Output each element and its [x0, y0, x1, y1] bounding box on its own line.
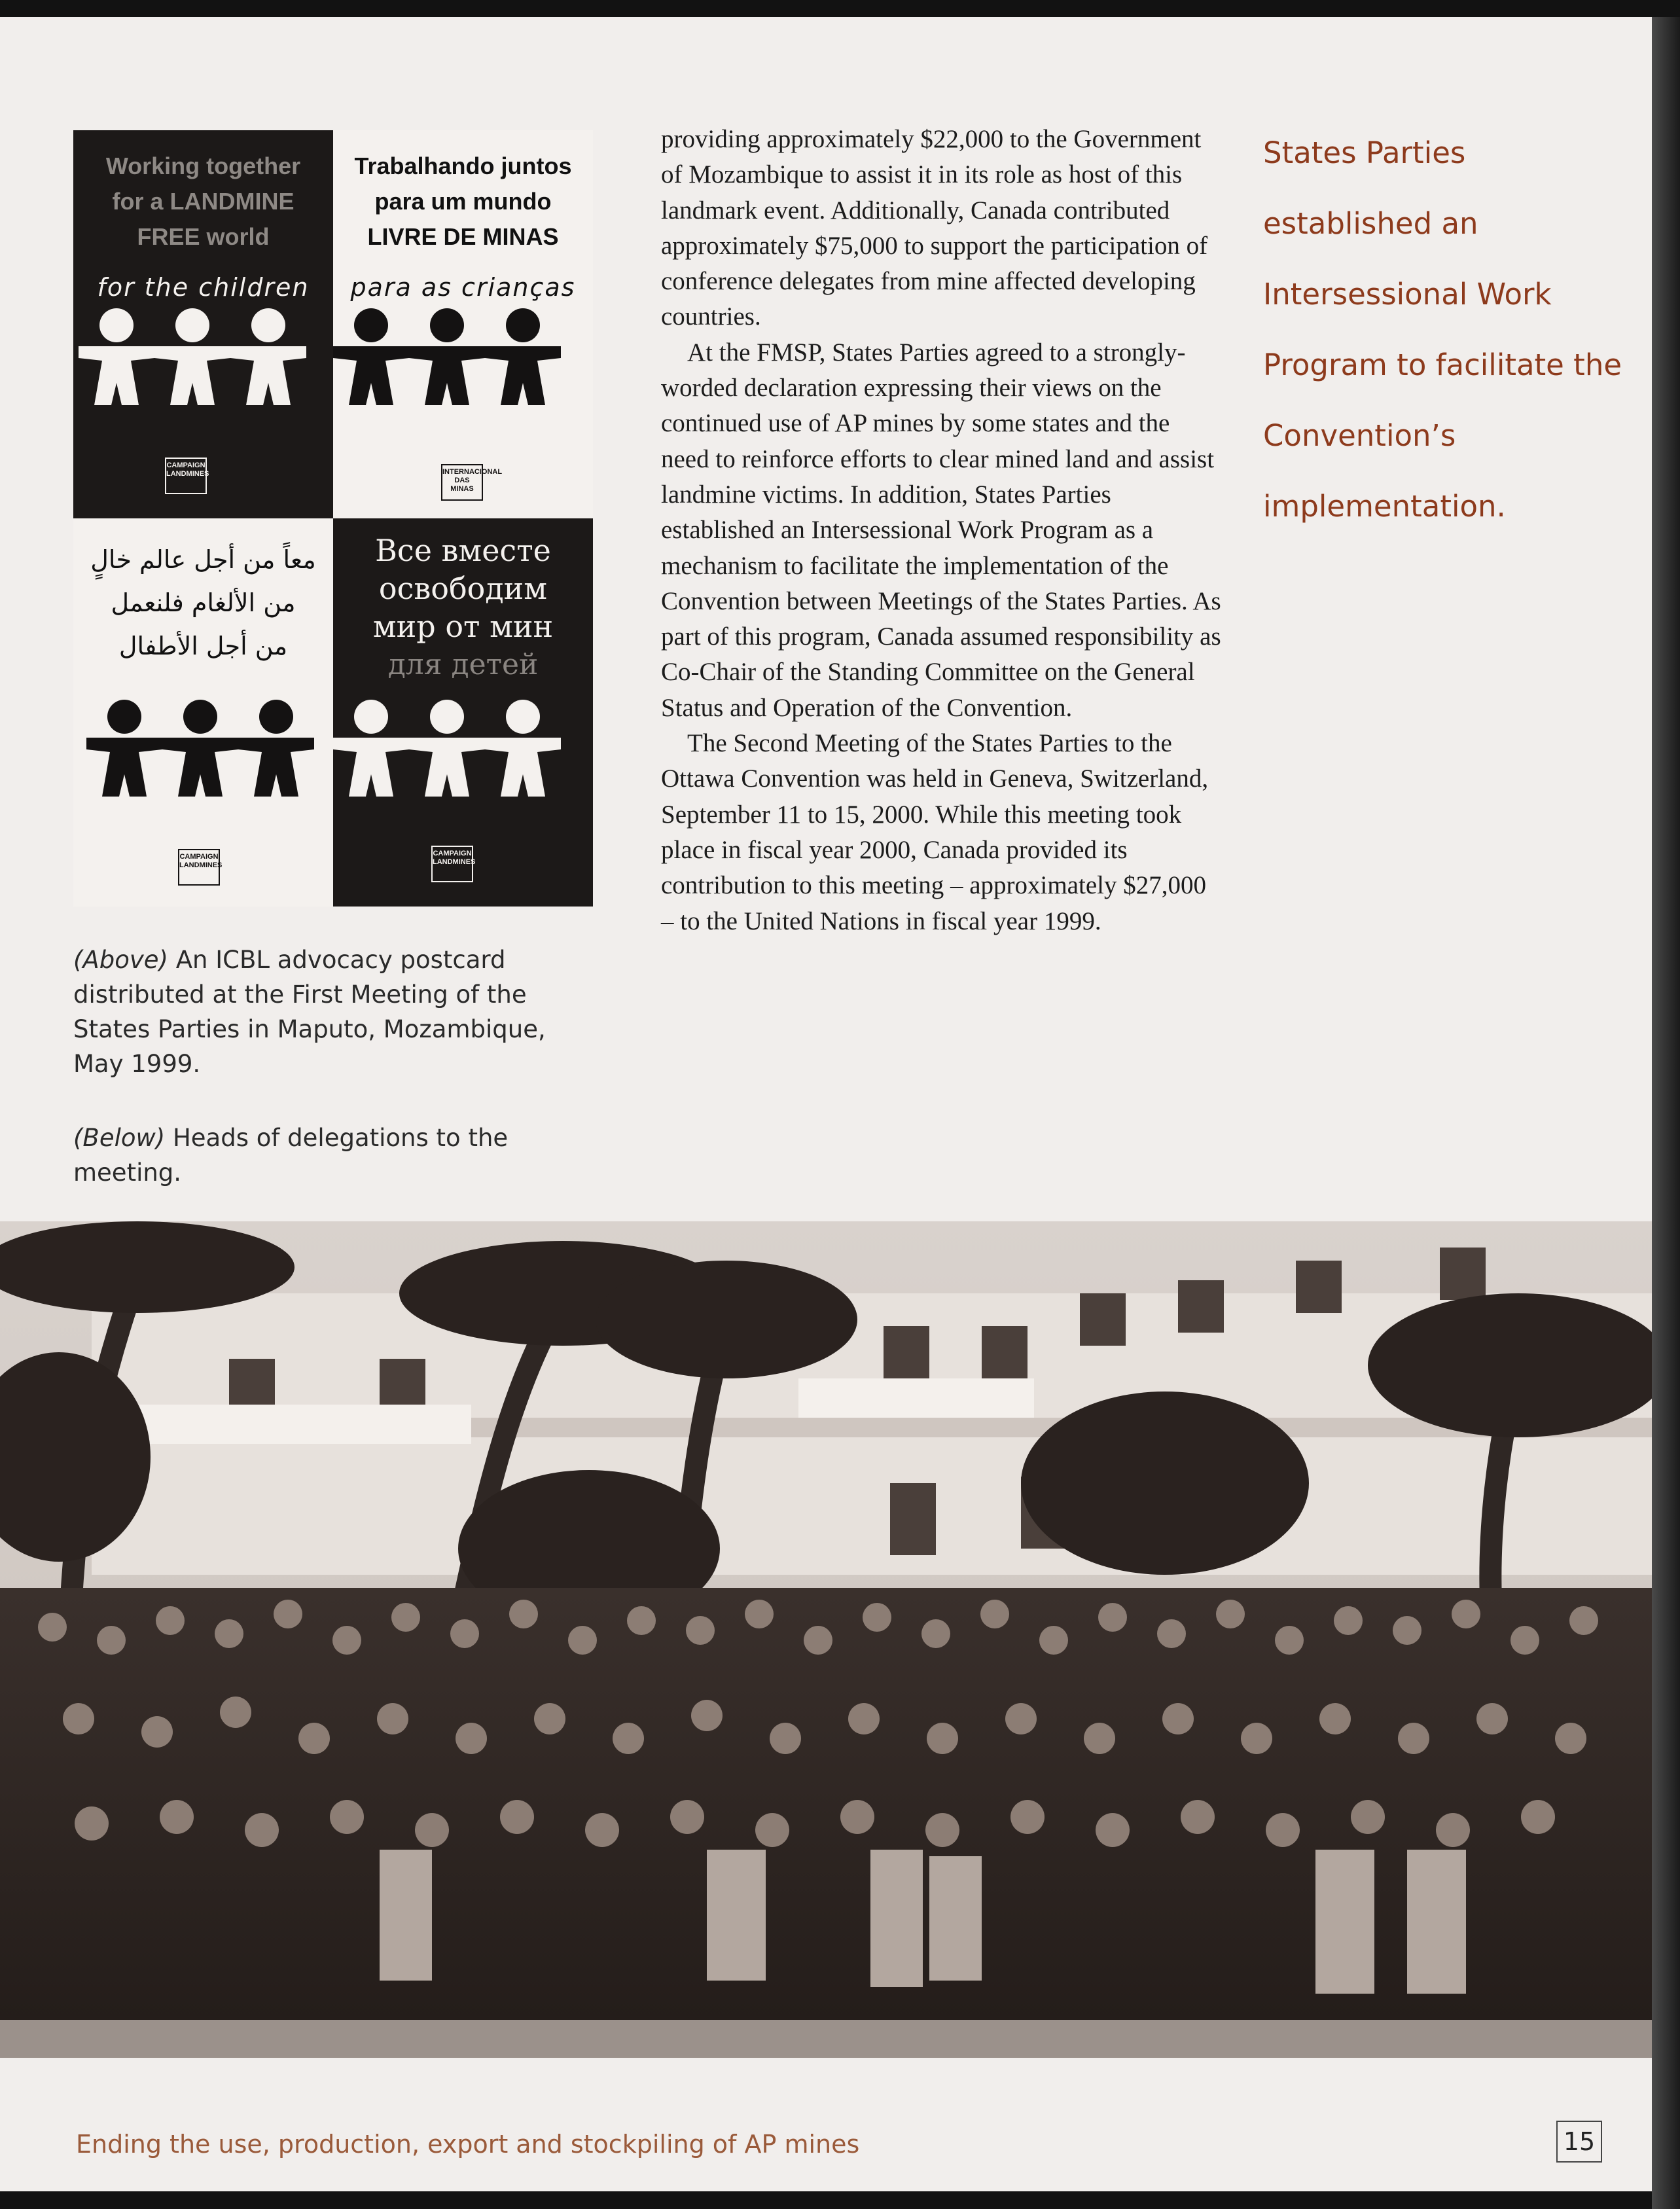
body-paragraph: providing approximately $22,000 to the Government of Mozambique to assist it in its role as host of this landmark event. Additionally, Canada contributed approximately $75,000 to support the participation of conference delegates from mine affected developing countries. [661, 125, 1208, 331]
heading-line: LIVRE DE MINAS [367, 223, 559, 250]
pull-quote: States Parties established an Intersessional Work Program to facilitate the Convention’s implementation. [1263, 135, 1622, 524]
body-text [661, 122, 1224, 939]
arabic-heading [73, 538, 333, 668]
caption-below-text: Heads of delegations to the meeting. [73, 1124, 509, 1187]
icbl-logo [178, 849, 223, 886]
icbl-logo [165, 458, 207, 494]
body-paragraph: At the FMSP, States Parties agreed to a strongly-worded declaration expressing their views on the continued use of AP mines by some states and the need to reinforce efforts to clear mined land and assist landmine victims. In addition, States Parties established an Intersessional Work Program as a mechanism to facilitate the implementation of the Convention between Meetings of the States Parties. As part of this program, Canada assumed responsibility as Co-Chair of the Standing Committee on the General Status and Operation of the Convention. [661, 338, 1221, 722]
heading-line: معاً من أجل عالم خالٍ [90, 545, 316, 574]
heading-line: освободим [378, 571, 548, 606]
caption-below [73, 1121, 597, 1190]
page-number: 15 [1556, 2121, 1602, 2163]
logo-line: DAS MINAS [450, 476, 474, 493]
caption-below-label: (Below) [73, 1124, 166, 1152]
paper-chain-figures-icon [73, 307, 333, 412]
footer-text: Ending the use, production, export and stockpiling of AP mines [76, 2130, 860, 2159]
heading-line: Trabalhando juntos [354, 153, 572, 179]
postcard-english-panel [73, 130, 333, 518]
heading-line: من الألغام فلنعمل [111, 588, 296, 617]
postcard-portuguese-panel [333, 130, 593, 518]
paper-chain-figures-icon [333, 698, 593, 803]
caption-above-text: An ICBL advocacy postcard distributed at the First Meeting of the States Parties in Maputo, Mozambique, May 1999. [73, 946, 546, 1078]
logo-line: CAMPAIGN [166, 461, 206, 469]
icbl-postcard [73, 130, 593, 907]
russian-heading [333, 531, 593, 645]
delegation-group-photo [0, 1221, 1652, 2058]
heading-line: FREE world [137, 223, 270, 250]
logo-line: LANDMINES [166, 470, 209, 478]
paper-chain-figures-icon [333, 307, 593, 412]
portuguese-heading [333, 149, 593, 255]
english-script: for the children [97, 273, 310, 302]
heading-line: мир от мин [372, 609, 554, 644]
caption-above-label: (Above) [73, 946, 168, 974]
page-edge [1652, 17, 1680, 2209]
paper-chain-figures-icon [73, 698, 333, 803]
group-photo-image [0, 1221, 1652, 2058]
icbl-logo-portuguese [441, 464, 503, 501]
logo-line: CAMPAIGN [433, 850, 472, 857]
body-paragraph: The Second Meeting of the States Parties to the Ottawa Convention was held in Geneva, Switzerland, September 11 to 15, 2000. While this meeting took place in fiscal year 2000, Canada provided its contribution to this meeting – approximately $27,000 – to the United Nations in fiscal year 1999. [661, 729, 1209, 935]
logo-line: CAMPAIGN [179, 853, 219, 861]
heading-line: Working together [105, 153, 301, 179]
heading-line: para um mundo [374, 188, 552, 215]
postcard-russian-panel [333, 518, 593, 907]
heading-line: من أجل الأطفال [118, 632, 288, 660]
postcard-arabic-panel [73, 518, 333, 907]
logo-line: LANDMINES [433, 858, 476, 866]
heading-line: Все вместе [375, 533, 551, 568]
caption-above [73, 943, 597, 1081]
logo-line: LANDMINES [179, 861, 223, 869]
heading-line: for a LANDMINE [112, 188, 295, 215]
portuguese-script: para as crianças [350, 273, 576, 302]
russian-subheading: для детей [387, 648, 539, 681]
english-heading [73, 149, 333, 255]
icbl-logo [431, 846, 476, 882]
logo-line: INTERNACIONAL [442, 468, 503, 476]
